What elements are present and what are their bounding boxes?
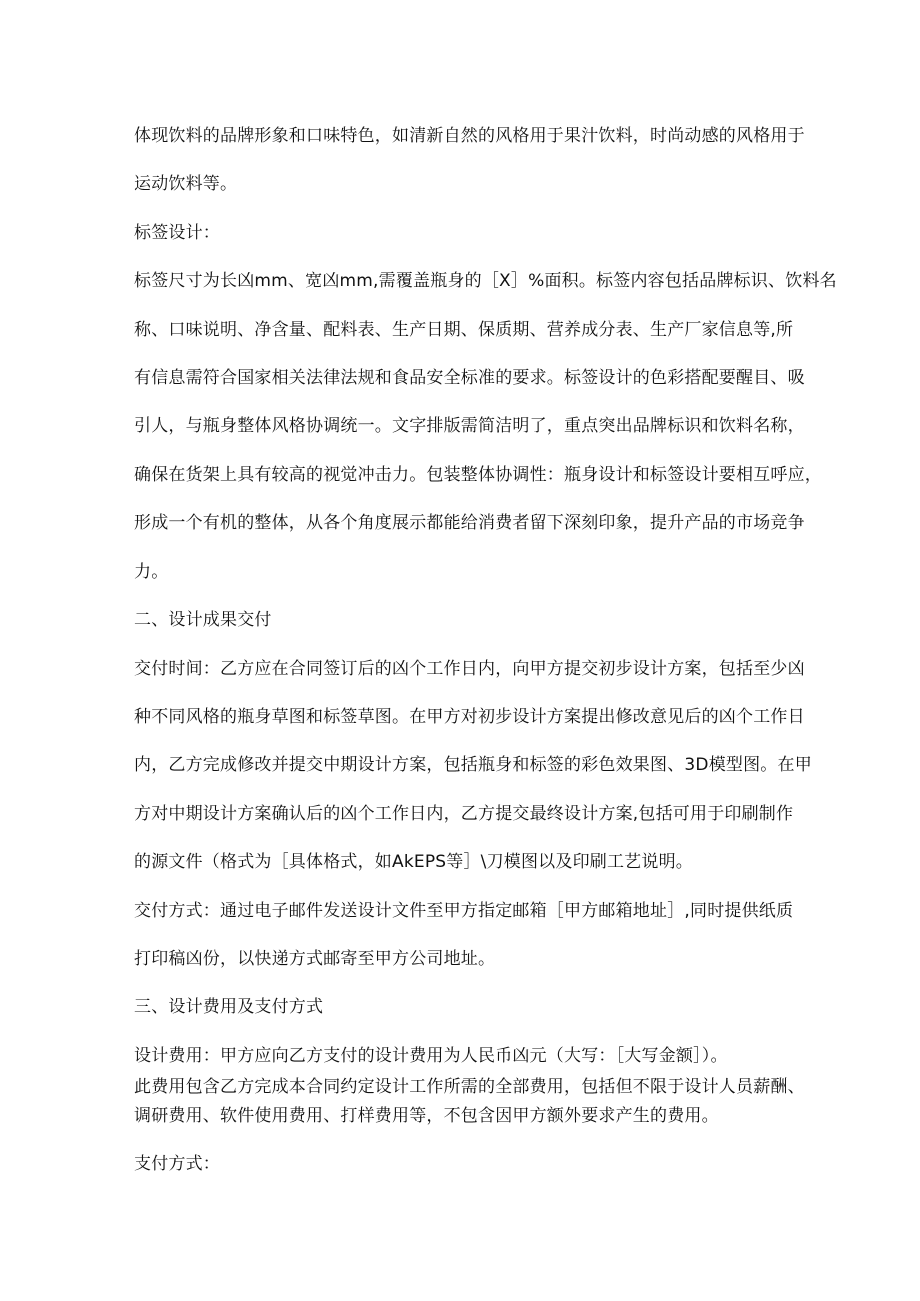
text-line: 力。: [134, 562, 169, 582]
section-label: 支付方式：: [134, 1154, 220, 1174]
text-line: 种不同风格的瓶身草图和标签草图。在甲方对初步设计方案提出修改意见后的凶个工作日: [134, 707, 805, 727]
text-line: 此费用包含乙方完成本合同约定设计工作所需的全部费用，包括但不限于设计人员薪酬、: [134, 1077, 805, 1097]
text-line: 打印稿凶份，以快递方式邮寄至甲方公司地址。: [134, 949, 496, 969]
text-line: 运动饮料等。: [134, 174, 238, 194]
text-line: 交付时间：乙方应在合同签订后的凶个工作日内，向甲方提交初步设计方案，包括至少凶: [134, 659, 805, 679]
text-line: 的源文件（格式为［具体格式，如AkEPS等］\刀模图以及印刷工艺说明。: [134, 852, 693, 872]
text-line: 调研费用、软件使用费用、打样费用等，不包含因甲方额外要求产生的费用。: [134, 1106, 719, 1126]
text-line: 方对中期设计方案确认后的凶个工作日内，乙方提交最终设计方案,包括可用于印刷制作: [134, 804, 794, 824]
text-line: 设计费用：甲方应向乙方支付的设计费用为人民币凶元（大写：［大写金额］）。: [134, 1046, 728, 1066]
text-line: 体现饮料的品牌形象和口味特色，如清新自然的风格用于果汁饮料，时尚动感的风格用于: [134, 126, 805, 146]
text-line: 称、口味说明、净含量、配料表、生产日期、保质期、营养成分表、生产厂家信息等,所: [134, 320, 794, 340]
section-heading: 三、设计费用及支付方式: [134, 997, 324, 1017]
text-line: 确保在货架上具有较高的视觉冲击力。包装整体协调性：瓶身设计和标签设计要相互呼应，: [134, 465, 822, 485]
text-line: 形成一个有机的整体，从各个角度展示都能给消费者留下深刻印象，提升产品的市场竞争: [134, 513, 805, 533]
text-line: 有信息需符合国家相关法律法规和食品安全标准的要求。标签设计的色彩搭配要醒目、吸: [134, 368, 805, 388]
text-line: 引人，与瓶身整体风格协调统一。文字排版需简洁明了，重点突出品牌标识和饮料名称，: [134, 416, 805, 436]
section-label: 标签设计：: [134, 223, 220, 243]
section-heading: 二、设计成果交付: [134, 610, 272, 630]
text-line: 标签尺寸为长凶mm、宽凶mm,需覆盖瓶身的［X］%面积。标签内容包括品牌标识、饮料名: [134, 271, 837, 291]
text-line: 交付方式：通过电子邮件发送设计文件至甲方指定邮箱［甲方邮箱地址］,同时提供纸质: [134, 901, 794, 921]
text-line: 内，乙方完成修改并提交中期设计方案，包括瓶身和标签的彩色效果图、3D模型图。在甲: [134, 755, 812, 775]
